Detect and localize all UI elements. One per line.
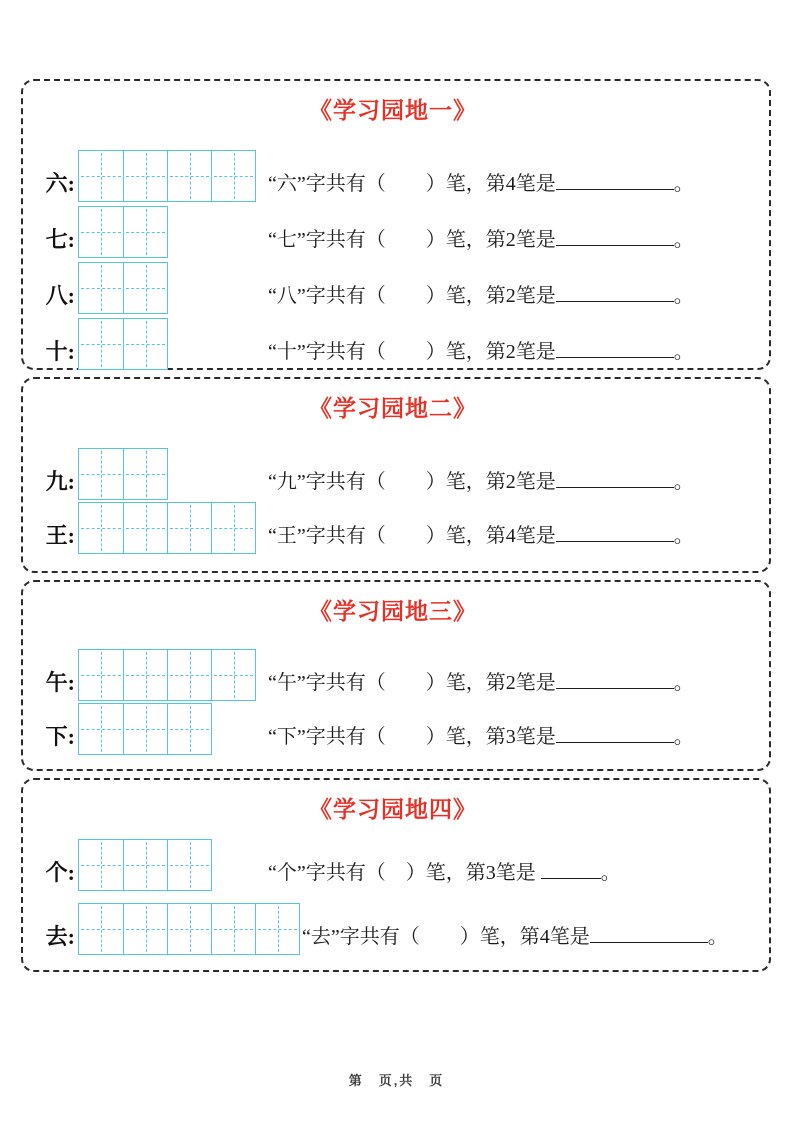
tianzige-grid: [78, 502, 256, 554]
answer-blank: [590, 940, 708, 943]
tianzige-cell: [123, 263, 167, 313]
tianzige-cell: [123, 319, 167, 369]
question-period: 。: [600, 862, 621, 884]
worksheet-content: [21, 79, 771, 979]
section-learning-garden-1: [21, 79, 771, 370]
character-label: 去:: [45, 924, 75, 949]
question-period: 。: [673, 471, 694, 493]
practice-rows: [31, 649, 755, 755]
tianzige-cell: [167, 840, 211, 890]
answer-blank: [556, 355, 674, 358]
practice-row: [31, 150, 755, 202]
answer-blank: [556, 485, 674, 488]
stroke-question: [268, 856, 621, 885]
tianzige-grid: [78, 150, 256, 202]
tianzige-grid: [78, 649, 256, 701]
tianzige-grid: [78, 318, 168, 370]
stroke-question: [268, 465, 694, 494]
grid-slot: [78, 703, 266, 755]
practice-row: [31, 903, 755, 955]
page-number-text: 第 页,共 页: [348, 1073, 445, 1088]
question-text: “九”字共有（ ）笔，第2笔是: [268, 471, 556, 493]
practice-rows: [31, 839, 755, 955]
practice-row: [31, 502, 755, 554]
character-label: 七:: [45, 227, 75, 252]
tianzige-cell: [123, 503, 167, 553]
stroke-question: [268, 666, 694, 695]
character-label: 八:: [45, 283, 75, 308]
practice-row: [31, 649, 755, 701]
tianzige-cell: [79, 319, 123, 369]
grid-slot: [78, 649, 266, 701]
question-text: “个”字共有（ ）笔，第3笔是: [268, 862, 541, 884]
question-period: 。: [673, 525, 694, 547]
section-learning-garden-4: [21, 778, 771, 972]
stroke-question: [302, 920, 728, 949]
tianzige-cell: [167, 151, 211, 201]
stroke-question: [268, 519, 694, 548]
practice-rows: [31, 150, 755, 370]
tianzige-cell: [255, 904, 299, 954]
section-title: 《学习园地一》: [309, 97, 477, 123]
question-period: 。: [673, 672, 694, 694]
answer-blank: [556, 243, 674, 246]
grid-slot: [78, 903, 300, 955]
question-text: “六”字共有（ ）笔，第4笔是: [268, 173, 556, 195]
tianzige-cell: [123, 151, 167, 201]
answer-blank: [556, 539, 674, 542]
section-learning-garden-2: [21, 377, 771, 573]
practice-row: [31, 262, 755, 314]
question-text: “王”字共有（ ）笔，第4笔是: [268, 525, 556, 547]
answer-blank: [556, 187, 674, 190]
practice-row: [31, 206, 755, 258]
tianzige-cell: [79, 650, 123, 700]
grid-slot: [78, 502, 266, 554]
section-title: 《学习园地三》: [309, 598, 477, 624]
stroke-question: [268, 223, 694, 252]
character-label: 六:: [45, 171, 75, 196]
practice-row: [31, 839, 755, 891]
grid-slot: [78, 206, 266, 258]
tianzige-grid: [78, 703, 212, 755]
tianzige-grid: [78, 206, 168, 258]
tianzige-cell: [123, 840, 167, 890]
tianzige-grid: [78, 448, 168, 500]
tianzige-cell: [123, 449, 167, 499]
question-text: “七”字共有（ ）笔，第2笔是: [268, 229, 556, 251]
stroke-question: [268, 167, 694, 196]
question-text: “去”字共有（ ）笔，第4笔是: [302, 926, 590, 948]
character-label: 九:: [45, 469, 75, 494]
character-label: 午:: [45, 670, 75, 695]
tianzige-cell: [123, 650, 167, 700]
question-period: 。: [673, 229, 694, 251]
character-label: 王:: [45, 523, 75, 548]
practice-rows: [31, 448, 755, 554]
character-label: 下:: [45, 724, 75, 749]
tianzige-cell: [79, 151, 123, 201]
character-label: 个:: [45, 860, 75, 885]
tianzige-cell: [123, 904, 167, 954]
tianzige-grid: [78, 262, 168, 314]
question-period: 。: [707, 926, 728, 948]
section-title: 《学习园地四》: [309, 796, 477, 822]
tianzige-cell: [79, 840, 123, 890]
question-text: “八”字共有（ ）笔，第2笔是: [268, 285, 556, 307]
question-period: 。: [673, 341, 694, 363]
tianzige-grid: [78, 903, 300, 955]
section-title: 《学习园地二》: [309, 395, 477, 421]
question-period: 。: [673, 726, 694, 748]
stroke-question: [268, 279, 694, 308]
answer-blank: [556, 740, 674, 743]
question-text: “午”字共有（ ）笔，第2笔是: [268, 672, 556, 694]
tianzige-cell: [79, 503, 123, 553]
tianzige-cell: [167, 650, 211, 700]
tianzige-cell: [79, 904, 123, 954]
tianzige-cell: [79, 449, 123, 499]
stroke-question: [268, 335, 694, 364]
grid-slot: [78, 150, 266, 202]
tianzige-cell: [211, 904, 255, 954]
tianzige-cell: [79, 263, 123, 313]
answer-blank: [541, 876, 601, 879]
grid-slot: [78, 318, 266, 370]
grid-slot: [78, 262, 266, 314]
practice-row: [31, 448, 755, 500]
character-label: 十:: [45, 339, 75, 364]
tianzige-cell: [167, 904, 211, 954]
stroke-question: [268, 720, 694, 749]
tianzige-cell: [79, 207, 123, 257]
tianzige-cell: [211, 151, 255, 201]
practice-row: [31, 703, 755, 755]
question-period: 。: [673, 173, 694, 195]
grid-slot: [78, 839, 266, 891]
question-text: “下”字共有（ ）笔，第3笔是: [268, 726, 556, 748]
tianzige-grid: [78, 839, 212, 891]
section-learning-garden-3: [21, 580, 771, 771]
answer-blank: [556, 299, 674, 302]
tianzige-cell: [123, 704, 167, 754]
grid-slot: [78, 448, 266, 500]
question-period: 。: [673, 285, 694, 307]
tianzige-cell: [211, 503, 255, 553]
page-footer: [0, 1070, 793, 1089]
answer-blank: [556, 686, 674, 689]
tianzige-cell: [123, 207, 167, 257]
question-text: “十”字共有（ ）笔，第2笔是: [268, 341, 556, 363]
practice-row: [31, 318, 755, 370]
tianzige-cell: [167, 503, 211, 553]
tianzige-cell: [211, 650, 255, 700]
tianzige-cell: [167, 704, 211, 754]
tianzige-cell: [79, 704, 123, 754]
